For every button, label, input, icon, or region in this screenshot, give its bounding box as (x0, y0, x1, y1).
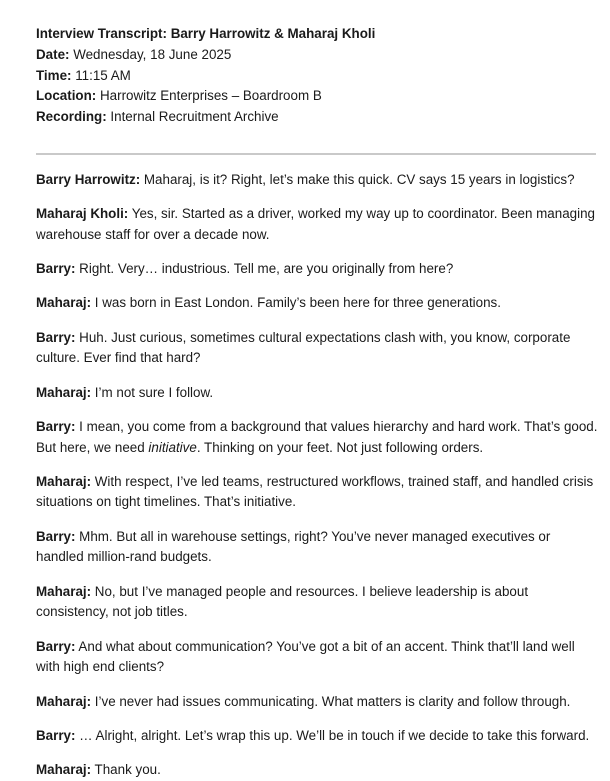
utterance: … Alright, alright. Let’s wrap this up. We’ll be in touch if we decide to take this forward. (75, 727, 590, 743)
transcript-line (36, 293, 600, 314)
location-label: Location: (36, 88, 97, 104)
speaker-name: Maharaj: (36, 693, 92, 709)
speaker-name: Barry: (36, 329, 76, 345)
speaker-name: Maharaj: (36, 583, 92, 599)
transcript-line (36, 472, 600, 514)
transcript-line (36, 692, 600, 713)
speaker-name: Maharaj: (36, 473, 92, 489)
transcript-line (36, 726, 600, 747)
utterance: Mhm. But all in warehouse settings, right? You’ve never managed executives or handled million-rand budgets. (36, 528, 551, 565)
transcript-line (36, 760, 600, 781)
speaker-name: Barry Harrowitz: (36, 171, 141, 187)
speaker-name: Barry: (36, 528, 76, 544)
date-value: Wednesday, 18 June 2025 (69, 46, 232, 62)
speaker-name: Barry: (36, 261, 76, 277)
time-label: Time: (36, 67, 72, 83)
utterance: Maharaj, is it? Right, let’s make this quick. CV says 15 years in logistics? (140, 171, 575, 187)
utterance: No, but I’ve managed people and resources. I believe leadership is about consistency, not job titles. (36, 583, 529, 620)
utterance: Yes, sir. Started as a driver, worked my way up to coordinator. Been managing warehouse staff for over a decade now. (36, 206, 595, 242)
transcript-line (36, 637, 600, 679)
speaker-name: Barry: (36, 727, 76, 743)
transcript-line (36, 582, 600, 624)
recording-label: Recording: (36, 109, 107, 125)
transcript-line (36, 527, 600, 569)
time-field (36, 66, 610, 87)
header-divider (36, 153, 596, 155)
speaker-name: Maharaj: (36, 762, 92, 777)
transcript-body (36, 170, 610, 781)
transcript-line (36, 383, 600, 404)
speaker-name: Barry: (36, 638, 76, 654)
speaker-name: Maharaj: (36, 295, 92, 311)
transcript-line (36, 328, 600, 370)
utterance-end: . Thinking on your feet. Not just following orders. (196, 439, 484, 455)
transcript-header (36, 24, 610, 128)
utterance: I’m not sure I follow. (91, 384, 214, 400)
utterance: And what about communication? You’ve got a bit of an accent. Think that’ll land well with high end clients? (36, 638, 575, 675)
location-field (36, 86, 610, 107)
utterance: Right. Very… industrious. Tell me, are you originally from here? (75, 261, 454, 277)
utterance-start: I mean, you come from a background that values hierarchy and hard work. That’s good. But here, we need (36, 418, 598, 455)
transcript-line (36, 259, 600, 280)
utterance: I’ve never had issues communicating. What matters is clarity and follow through. (91, 693, 571, 709)
utterance: Huh. Just curious, sometimes cultural expectations clash with, you know, corporate culture. Ever find that hard? (36, 329, 571, 366)
date-field (36, 45, 610, 66)
recording-value: Internal Recruitment Archive (106, 109, 279, 125)
utterance: I was born in East London. Family’s been here for three generations. (91, 295, 501, 311)
utterance: With respect, I’ve led teams, restructured workflows, trained staff, and handled crisis situations on tight timelines. That’s initiative. (36, 473, 594, 510)
transcript-line (36, 417, 600, 459)
speaker-name: Maharaj: (36, 384, 92, 400)
time-value: 11:15 AM (71, 67, 131, 83)
speaker-name: Maharaj Kholi: (36, 206, 129, 222)
location-value: Harrowitz Enterprises – Boardroom B (96, 88, 322, 104)
speaker-name: Barry: (36, 418, 76, 434)
emphasized-word: initiative (148, 439, 197, 455)
transcript-line (36, 170, 600, 191)
recording-field (36, 107, 610, 128)
document-title: Interview Transcript: Barry Harrowitz & Maharaj Kholi (36, 26, 376, 41)
date-label: Date: (36, 46, 70, 62)
utterance: Thank you. (91, 762, 161, 777)
transcript-line (36, 204, 600, 246)
